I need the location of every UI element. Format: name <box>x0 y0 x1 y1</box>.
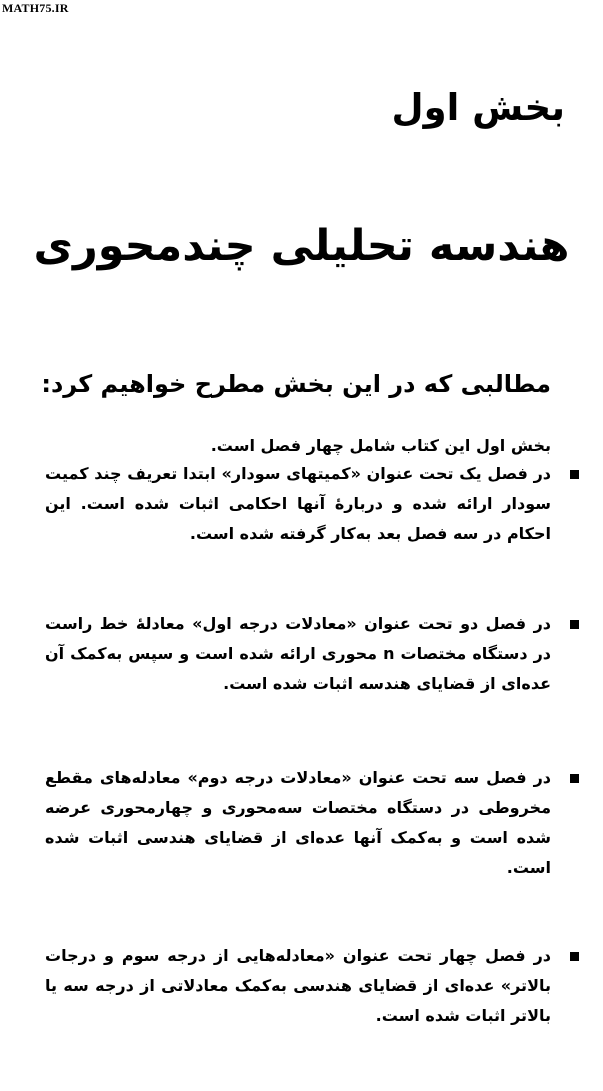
site-watermark: MATH75.IR <box>2 1 69 15</box>
square-bullet-icon <box>570 774 579 783</box>
list-item-text: در فصل سه تحت عنوان «معادلات درجه دوم» معادله‌های مقطع مخروطی در دستگاه مختصات سه‌محوری و چهارمحوری عرضه شده است و به‌کمک آنها عده‌ای از قضایای هندسی اثبات شده است. <box>45 768 551 877</box>
square-bullet-icon <box>570 952 579 961</box>
list-item <box>45 763 551 883</box>
list-item <box>45 941 551 1031</box>
main-title: هندسه تحلیلی چندمحوری <box>33 221 570 271</box>
list-item-text: در فصل یک تحت عنوان «کمیتهای سودار» ابتدا تعریف چند کمیت سودار ارائه شده و دربارهٔ آنها احکامی اثبات شده است. این احکام در سه فصل بعد به‌کار گرفته شده است. <box>45 464 551 543</box>
list-item-text: در فصل دو تحت عنوان «معادلات درجه اول» معادلهٔ خط راست در دستگاه مختصات n محوری ارائه شده است و سپس به‌کمک آن عده‌ای از قضایای هندسه اثبات شده است. <box>45 614 552 693</box>
summary-line: بخش اول این کتاب شامل چهار فصل است. <box>210 436 551 455</box>
list-item <box>45 609 551 699</box>
list-item-text: در فصل چهار تحت عنوان «معادله‌هایی از درجه سوم و درجات بالاتر» عده‌ای از قضایای هندسی به‌کمک معادلاتی از درجه سه یا بالاتر اثبات شده است. <box>45 946 551 1025</box>
chapter-list <box>45 459 551 1091</box>
square-bullet-icon <box>570 620 579 629</box>
part-title: بخش اول <box>391 86 565 129</box>
list-item <box>45 459 551 549</box>
intro-heading: مطالبی که در این بخش مطرح خواهیم کرد: <box>41 370 551 398</box>
square-bullet-icon <box>570 470 579 479</box>
